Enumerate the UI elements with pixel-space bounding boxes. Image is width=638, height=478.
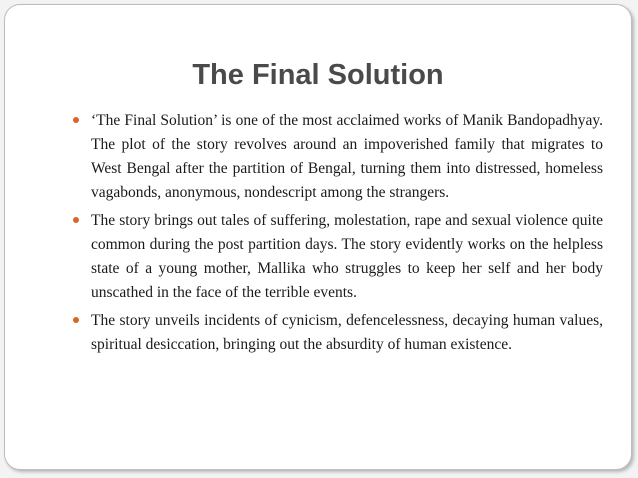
bullet-dot-icon	[73, 117, 79, 123]
bullet-list	[73, 109, 603, 361]
bullet-item	[73, 209, 603, 305]
bullet-dot-icon	[73, 317, 79, 323]
slide-title: The Final Solution	[192, 59, 444, 91]
bullet-text: ‘The Final Solution’ is one of the most acclaimed works of Manik Bandopadhyay. The plot of the story revolves around an impoverished family that migrates to West Bengal after the partition of Bengal, turning them into distressed, homeless vagabonds, anonymous, nondescript among the strangers.	[91, 112, 603, 201]
slide	[4, 4, 632, 470]
bullet-text: The story unveils incidents of cynicism, defencelessness, decaying human values, spiritual desiccation, bringing out the absurdity of human existence.	[91, 312, 603, 353]
bullet-item	[73, 109, 603, 205]
bullet-text: The story brings out tales of suffering, molestation, rape and sexual violence quite common during the post partition days. The story evidently works on the helpless state of a young mother, Mallika who struggles to keep her self and her body unscathed in the face of the terrible events.	[91, 212, 603, 301]
bullet-item	[73, 309, 603, 357]
bullet-dot-icon	[73, 217, 79, 223]
